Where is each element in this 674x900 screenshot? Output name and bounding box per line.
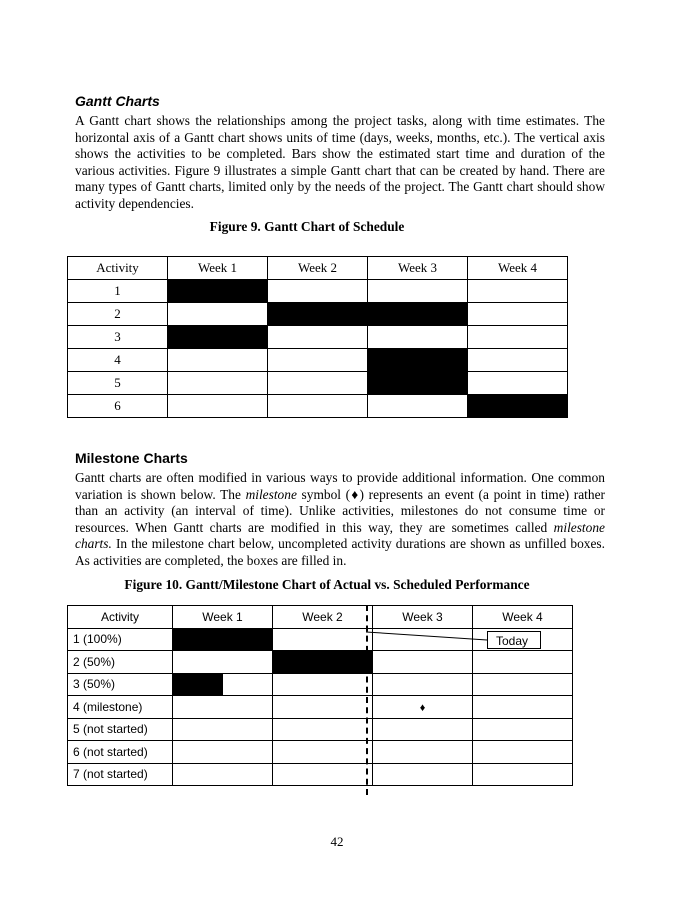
schedule-cell xyxy=(168,280,268,303)
header-cell: Week 1 xyxy=(173,606,273,629)
table-row xyxy=(68,395,568,418)
table-row xyxy=(68,651,573,674)
schedule-cell xyxy=(468,349,568,372)
header-cell: Activity xyxy=(68,606,173,629)
milestone-diamond-icon: ♦ xyxy=(419,701,426,714)
schedule-cell xyxy=(268,349,368,372)
schedule-cell xyxy=(468,372,568,395)
schedule-cell xyxy=(273,696,373,719)
schedule-cell xyxy=(173,673,273,696)
schedule-cell xyxy=(473,673,573,696)
schedule-cell xyxy=(273,763,373,786)
header-cell: Week 2 xyxy=(273,606,373,629)
table-row xyxy=(68,763,573,786)
gantt-paragraph: A Gantt chart shows the relationships among the project tasks, along with time estimates. The horizontal axis of a Gantt chart shows units of time (days, weeks, months, etc.). The vertical axis shows the activities to be completed. Bars show the estimated start time and duration of the various activities. Figure 9 illustrates a simple Gantt chart that can be created by hand. There are many types of Gantt charts, limited only by the needs of the project. The Gantt chart should show activity dependencies. xyxy=(75,113,605,211)
schedule-cell xyxy=(168,395,268,418)
schedule-cell xyxy=(273,741,373,764)
table-row xyxy=(68,696,573,719)
schedule-cell xyxy=(473,718,573,741)
header-cell: Week 2 xyxy=(268,257,368,280)
schedule-cell xyxy=(273,651,373,674)
activity-label: 2 xyxy=(68,303,168,326)
schedule-cell xyxy=(373,718,473,741)
activity-label: 4 xyxy=(68,349,168,372)
activity-label: 3 xyxy=(68,326,168,349)
schedule-cell xyxy=(473,763,573,786)
activity-label: 6 (not started) xyxy=(68,741,173,764)
schedule-cell xyxy=(368,280,468,303)
schedule-cell xyxy=(168,372,268,395)
schedule-cell xyxy=(373,763,473,786)
schedule-cell xyxy=(468,280,568,303)
schedule-cell xyxy=(173,696,273,719)
table-row xyxy=(68,303,568,326)
text-run: In the milestone chart below, uncompleted activity durations are shown as unfilled boxes. As activities are completed, the boxes are filled in. xyxy=(75,536,605,568)
header-cell: Week 3 xyxy=(368,257,468,280)
activity-label: 4 (milestone) xyxy=(68,696,173,719)
gantt-chart-table xyxy=(67,256,568,418)
schedule-cell xyxy=(273,718,373,741)
schedule-cell xyxy=(373,673,473,696)
schedule-cell xyxy=(268,280,368,303)
table-row xyxy=(68,326,568,349)
schedule-cell xyxy=(468,303,568,326)
schedule-cell xyxy=(173,651,273,674)
schedule-cell xyxy=(173,741,273,764)
table-row xyxy=(68,718,573,741)
schedule-cell xyxy=(368,303,468,326)
header-cell: Week 3 xyxy=(373,606,473,629)
schedule-cell xyxy=(173,763,273,786)
header-cell: Week 4 xyxy=(473,606,573,629)
header-cell: Week 4 xyxy=(468,257,568,280)
schedule-cell xyxy=(373,696,473,719)
page-number: 42 xyxy=(330,834,344,849)
schedule-cell xyxy=(268,326,368,349)
activity-label: 5 xyxy=(68,372,168,395)
text-run-italic: milestone xyxy=(245,486,297,502)
header-cell: Activity xyxy=(68,257,168,280)
schedule-cell xyxy=(168,303,268,326)
activity-label: 3 (50%) xyxy=(68,673,173,696)
schedule-cell xyxy=(173,628,273,651)
table-header-row xyxy=(68,257,568,280)
figure-10-caption: Figure 10. Gantt/Milestone Chart of Actual vs. Scheduled Performance xyxy=(124,577,530,592)
today-callout-line xyxy=(366,630,491,655)
schedule-cell xyxy=(168,349,268,372)
schedule-cell xyxy=(268,395,368,418)
schedule-cell xyxy=(473,696,573,719)
text-run-italic: milestone charts. xyxy=(75,519,605,552)
table-row xyxy=(68,280,568,303)
schedule-cell xyxy=(268,372,368,395)
header-cell: Week 1 xyxy=(168,257,268,280)
activity-label: 7 (not started) xyxy=(68,763,173,786)
schedule-cell xyxy=(273,673,373,696)
today-label: Today xyxy=(487,631,541,649)
schedule-cell xyxy=(373,741,473,764)
activity-label: 2 (50%) xyxy=(68,651,173,674)
activity-label: 1 xyxy=(68,280,168,303)
schedule-cell xyxy=(268,303,368,326)
table-row xyxy=(68,349,568,372)
text-run: Gantt charts are often modified in various ways to provide additional information. One common variation is shown below. The xyxy=(75,470,605,502)
schedule-cell xyxy=(273,628,373,651)
schedule-cell xyxy=(368,349,468,372)
schedule-cell xyxy=(173,718,273,741)
progress-bar xyxy=(173,674,223,696)
activity-label: 1 (100%) xyxy=(68,628,173,651)
text-run: symbol (♦) represents an event (a point in time) rather than an activity (an interval of time). Unlike activities, milestones do not consume time or resources. When Gantt charts are modified in this way, they are sometimes called xyxy=(75,486,606,535)
schedule-cell xyxy=(473,741,573,764)
table-row xyxy=(68,372,568,395)
schedule-cell xyxy=(368,372,468,395)
section-heading-milestone: Milestone Charts xyxy=(75,450,188,466)
schedule-cell xyxy=(368,395,468,418)
schedule-cell xyxy=(168,326,268,349)
schedule-cell xyxy=(468,395,568,418)
table-header-row xyxy=(68,606,573,629)
table-row xyxy=(68,741,573,764)
milestone-paragraph xyxy=(75,470,605,570)
section-heading-gantt: Gantt Charts xyxy=(75,93,160,109)
activity-label: 5 (not started) xyxy=(68,718,173,741)
schedule-cell xyxy=(468,326,568,349)
figure-9-caption: Figure 9. Gantt Chart of Schedule xyxy=(209,219,405,234)
schedule-cell xyxy=(368,326,468,349)
activity-label: 6 xyxy=(68,395,168,418)
table-row xyxy=(68,673,573,696)
